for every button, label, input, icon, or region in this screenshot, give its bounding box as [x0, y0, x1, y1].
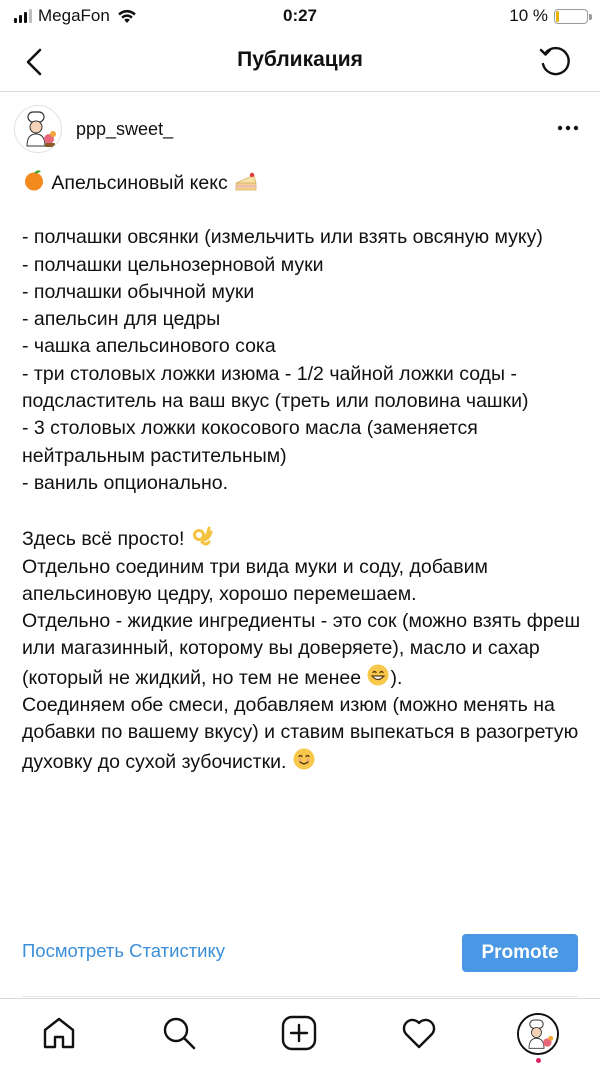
status-right: [509, 6, 588, 26]
ingredient-line: - три столовых ложки изюма - 1/2 чайной ложки соды - подсластитель на ваш вкус (треть или половина чашки): [22, 362, 529, 413]
grin-emoji-icon: [366, 663, 390, 687]
status-bar: [0, 0, 600, 32]
nav-bar: [0, 32, 600, 92]
home-icon: [39, 1013, 79, 1053]
view-insights-link[interactable]: Посмотреть Статистику: [22, 940, 226, 961]
divider: [22, 996, 578, 997]
promote-button[interactable]: Promote: [462, 934, 578, 972]
more-icon[interactable]: [556, 123, 580, 133]
caption-step-2-end: ).: [390, 666, 403, 689]
post-username[interactable]: ppp_sweet_: [76, 119, 174, 139]
caption-intro: Здесь всё просто!: [22, 528, 185, 551]
ingredient-line: - полчашки овсянки (измельчить или взять овсяную муку): [22, 226, 543, 249]
cake-emoji-icon: [233, 170, 259, 192]
carrier-name: MegaFon: [38, 6, 110, 25]
post-caption: [22, 168, 582, 776]
tab-activity[interactable]: [399, 1013, 439, 1053]
caption-step-3: [22, 692, 582, 776]
caption-step-3-text: Соединяем обе смеси, добавляем изюм (можно менять на добавки по вашему вкусу) и ставим выпекаться в разогретую духовку до сухой зубочистки.: [22, 694, 579, 773]
search-icon: [159, 1013, 199, 1053]
ingredient-line: - 3 столовых ложки кокосового масла (заменяется нейтральным растительным): [22, 417, 478, 467]
battery-icon: [554, 9, 588, 24]
caption-step: Отдельно соединим три вида муки и соду, добавим апельсиновую цедру, хорошо перемешаем.: [22, 555, 488, 605]
smile-emoji-icon: [292, 747, 316, 771]
caption-step-2-text: Отдельно - жидкие ингредиенты - это сок (можно взять фреш или магазинный, которому вы доверяете), масло и сахар (который не жидкий, но тем не менее: [22, 610, 581, 689]
tab-home[interactable]: [39, 1013, 79, 1053]
tab-add[interactable]: [279, 1013, 319, 1053]
ok-hand-emoji-icon: [190, 524, 214, 548]
profile-avatar-icon: [519, 1015, 559, 1055]
battery-fill: [556, 11, 559, 22]
ingredient-line: - чашка апельсинового сока: [22, 335, 276, 358]
caption-intro-line: [22, 524, 582, 553]
ingredient-line: - ваниль опционально.: [22, 471, 229, 494]
notification-dot: [536, 1058, 541, 1063]
ingredient-line: - полчашки обычной муки: [22, 280, 255, 303]
ingredient-line: - апельсин для цедры: [22, 308, 221, 331]
tab-bar: [0, 998, 600, 1066]
caption-step-2: [22, 608, 582, 692]
page-title: Публикация: [237, 48, 363, 71]
tab-search[interactable]: [159, 1013, 199, 1053]
avatar[interactable]: [14, 105, 62, 153]
ingredient-line: - полчашки цельнозерновой муки: [22, 253, 324, 276]
refresh-icon[interactable]: [536, 42, 574, 80]
battery-percent: 10 %: [509, 6, 548, 25]
chef-avatar-icon: [15, 106, 62, 153]
caption-title-line: [22, 168, 582, 197]
add-icon: [279, 1013, 319, 1053]
post-header: [0, 93, 600, 168]
heart-icon: [399, 1013, 439, 1053]
status-time: 0:27: [282, 6, 318, 25]
caption-title: Апельсиновый кекс: [51, 172, 228, 194]
orange-emoji-icon: [22, 168, 46, 192]
tab-profile[interactable]: [517, 1013, 559, 1055]
